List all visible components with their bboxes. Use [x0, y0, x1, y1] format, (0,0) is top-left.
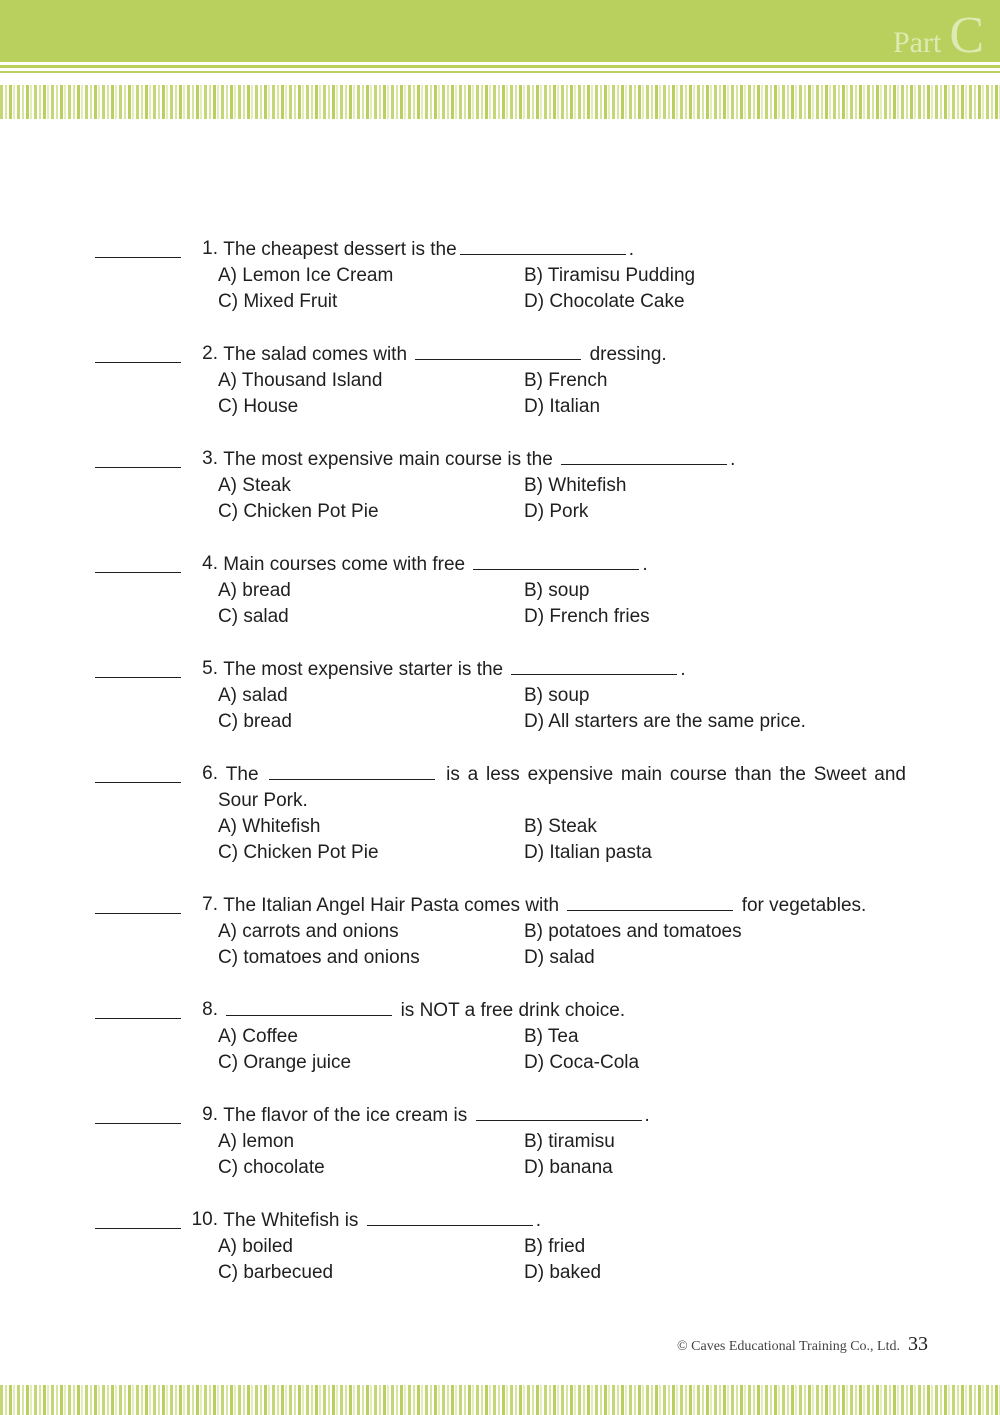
option[interactable]: B) soup [524, 580, 590, 601]
question-number: 7. [202, 894, 218, 915]
option[interactable]: C) tomatoes and onions [218, 947, 420, 968]
fill-in-blank [460, 236, 626, 255]
question-item [95, 892, 906, 971]
answer-blank[interactable] [95, 998, 181, 1019]
option[interactable]: A) bread [218, 580, 291, 601]
question-number: 5. [202, 658, 218, 679]
answer-blank[interactable] [95, 762, 181, 783]
option[interactable]: A) boiled [218, 1236, 293, 1257]
option[interactable]: A) Lemon Ice Cream [218, 265, 394, 286]
option[interactable]: D) salad [524, 947, 595, 968]
question-item [95, 341, 906, 420]
option[interactable]: B) Tea [524, 1026, 579, 1047]
option[interactable]: A) Whitefish [218, 816, 321, 837]
question-text: Main courses come with free . [218, 551, 906, 578]
fill-in-blank [269, 761, 435, 780]
answer-blank[interactable] [95, 893, 181, 914]
answer-blank[interactable] [95, 342, 181, 363]
header-rule [0, 71, 1000, 73]
fill-in-blank [415, 341, 581, 360]
question-text: The most expensive starter is the . [218, 656, 906, 683]
fill-in-blank [511, 656, 677, 675]
option[interactable]: B) Whitefish [524, 475, 627, 496]
question-number: 9. [202, 1104, 218, 1125]
option[interactable]: B) Steak [524, 816, 597, 837]
option[interactable]: C) Chicken Pot Pie [218, 501, 379, 522]
question-text: is NOT a free drink choice. [218, 997, 906, 1024]
decorative-stripes-top [0, 85, 1000, 119]
option[interactable]: C) House [218, 396, 299, 417]
page-footer [677, 1333, 928, 1356]
option[interactable]: C) bread [218, 711, 292, 732]
part-word: Part [892, 26, 942, 59]
question-item [95, 551, 906, 630]
question-item [95, 236, 906, 315]
copyright-notice: © Caves Educational Training Co., Ltd. [677, 1339, 900, 1354]
question-number: 6. [202, 763, 218, 784]
option[interactable]: C) chocolate [218, 1157, 325, 1178]
fill-in-blank [367, 1207, 533, 1226]
part-letter: C [949, 7, 984, 64]
option[interactable]: B) tiramisu [524, 1131, 615, 1152]
part-label [892, 7, 984, 64]
answer-blank[interactable] [95, 1208, 181, 1229]
option[interactable]: B) potatoes and tomatoes [524, 921, 742, 942]
page-number: 33 [908, 1333, 928, 1355]
option[interactable]: D) French fries [524, 606, 650, 627]
answer-blank[interactable] [95, 447, 181, 468]
option[interactable]: A) Steak [218, 475, 291, 496]
option[interactable]: B) soup [524, 685, 590, 706]
question-text: The is a less expensive main course than the Sweet and Sour Pork. [218, 761, 906, 814]
header-rule [0, 65, 1000, 68]
header-band [0, 0, 1000, 62]
fill-in-blank [476, 1102, 642, 1121]
question-number: 1. [202, 238, 218, 259]
question-text: The Whitefish is . [218, 1207, 906, 1234]
option[interactable]: D) Italian pasta [524, 842, 652, 863]
option[interactable]: C) Chicken Pot Pie [218, 842, 379, 863]
option[interactable]: A) salad [218, 685, 288, 706]
option[interactable]: A) Thousand Island [218, 370, 383, 391]
answer-blank[interactable] [95, 1103, 181, 1124]
question-text: The most expensive main course is the . [218, 446, 906, 473]
answer-blank[interactable] [95, 552, 181, 573]
option[interactable]: D) banana [524, 1157, 613, 1178]
question-item [95, 1207, 906, 1286]
option[interactable]: D) Italian [524, 396, 601, 417]
fill-in-blank [473, 551, 639, 570]
question-item [95, 1102, 906, 1181]
question-item [95, 761, 906, 866]
decorative-stripes-bottom [0, 1385, 1000, 1415]
question-number: 2. [202, 343, 218, 364]
option[interactable]: D) Chocolate Cake [524, 291, 685, 312]
option[interactable]: D) Coca-Cola [524, 1052, 640, 1073]
question-list [95, 236, 906, 1312]
question-item [95, 656, 906, 735]
question-text: The flavor of the ice cream is . [218, 1102, 906, 1129]
option[interactable]: B) French [524, 370, 608, 391]
option[interactable]: A) carrots and onions [218, 921, 399, 942]
answer-blank[interactable] [95, 657, 181, 678]
question-text: The Italian Angel Hair Pasta comes with for vegetables. [218, 892, 906, 919]
question-text: The salad comes with dressing. [218, 341, 906, 368]
question-item [95, 446, 906, 525]
option[interactable]: C) salad [218, 606, 289, 627]
option[interactable]: D) Pork [524, 501, 589, 522]
question-number: 10. [191, 1209, 218, 1230]
option[interactable]: D) All starters are the same price. [524, 711, 806, 732]
question-item [95, 997, 906, 1076]
option[interactable]: C) barbecued [218, 1262, 334, 1283]
option[interactable]: A) lemon [218, 1131, 295, 1152]
question-number: 8. [202, 999, 218, 1020]
fill-in-blank [561, 446, 727, 465]
fill-in-blank [567, 892, 733, 911]
option[interactable]: B) fried [524, 1236, 586, 1257]
option[interactable]: C) Mixed Fruit [218, 291, 338, 312]
question-text: The cheapest dessert is the . [218, 236, 906, 263]
fill-in-blank [226, 997, 392, 1016]
option[interactable]: A) Coffee [218, 1026, 298, 1047]
answer-blank[interactable] [95, 237, 181, 258]
option[interactable]: B) Tiramisu Pudding [524, 265, 696, 286]
option[interactable]: D) baked [524, 1262, 602, 1283]
question-number: 4. [202, 553, 218, 574]
option[interactable]: C) Orange juice [218, 1052, 352, 1073]
question-number: 3. [202, 448, 218, 469]
